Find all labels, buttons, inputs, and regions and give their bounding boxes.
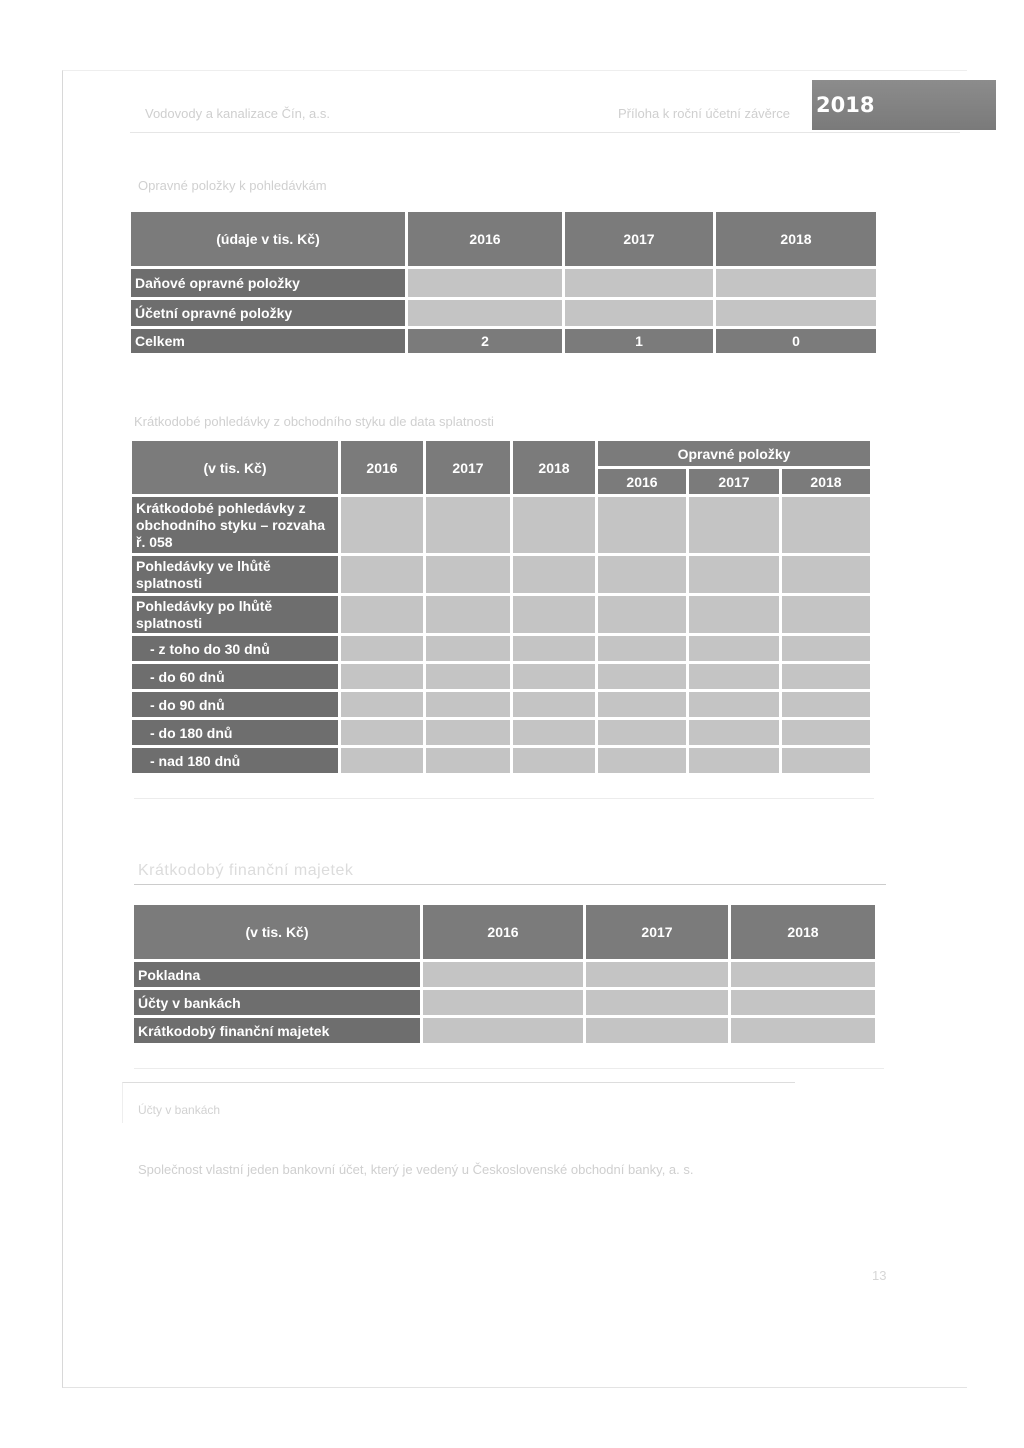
note-box	[122, 1082, 795, 1123]
receivables-header-year: 2017	[426, 441, 510, 494]
financial-cell	[586, 962, 728, 987]
financial-header-year: 2018	[731, 905, 875, 959]
financial-cell	[586, 1018, 728, 1043]
section1-title: Opravné položky k pohledávkám	[138, 178, 327, 193]
allowances-header-units: (údaje v tis. Kč)	[131, 212, 405, 266]
receivables-cell	[341, 497, 423, 553]
receivables-row-label: Pohledávky ve lhůtě splatnosti	[132, 556, 338, 593]
allowances-header-year: 2016	[408, 212, 562, 266]
receivables-header-allowances: Opravné položky	[598, 441, 870, 466]
allowances-cell	[408, 269, 562, 297]
receivables-cell	[598, 720, 686, 745]
receivables-cell	[598, 664, 686, 689]
section3-title: Krátkodobý finanční majetek	[138, 862, 354, 879]
receivables-cell	[341, 596, 423, 633]
receivables-header-allowance-year: 2017	[689, 469, 779, 494]
receivables-header-allowance-year: 2016	[598, 469, 686, 494]
financial-cell	[423, 1018, 583, 1043]
receivables-cell	[689, 692, 779, 717]
financial-cell	[731, 1018, 875, 1043]
allowances-table	[128, 209, 879, 356]
section3-title-rule	[134, 884, 886, 885]
receivables-cell	[426, 497, 510, 553]
financial-header-year: 2017	[586, 905, 728, 959]
page-number: 13	[872, 1268, 887, 1283]
allowances-cell	[565, 269, 713, 297]
receivables-cell	[341, 636, 423, 661]
note-text: Společnost vlastní jeden bankovní účet, který je vedený u Československé obchodní banky, a. s.	[138, 1162, 694, 1177]
receivables-cell	[782, 720, 870, 745]
receivables-row-label: - z toho do 30 dnů	[132, 636, 338, 661]
financial-cell	[423, 990, 583, 1015]
receivables-cell	[689, 720, 779, 745]
receivables-cell	[598, 596, 686, 633]
receivables-cell	[782, 596, 870, 633]
receivables-cell	[426, 720, 510, 745]
receivables-cell	[513, 692, 595, 717]
receivables-cell	[513, 596, 595, 633]
receivables-cell	[782, 497, 870, 553]
financial-header-units: (v tis. Kč)	[134, 905, 420, 959]
receivables-row-label: - do 60 dnů	[132, 664, 338, 689]
receivables-table	[129, 438, 873, 776]
allowances-total-cell: 1	[565, 329, 713, 353]
receivables-cell	[513, 748, 595, 773]
allowances-cell	[716, 300, 876, 326]
receivables-cell	[782, 664, 870, 689]
receivables-cell	[341, 556, 423, 593]
receivables-cell	[426, 596, 510, 633]
receivables-cell	[341, 748, 423, 773]
receivables-cell	[598, 748, 686, 773]
receivables-cell	[426, 556, 510, 593]
allowances-cell	[716, 269, 876, 297]
receivables-header-year: 2016	[341, 441, 423, 494]
allowances-total-cell: 0	[716, 329, 876, 353]
receivables-cell	[341, 720, 423, 745]
financial-assets-table	[131, 902, 878, 1046]
header-document: Příloha k roční účetní závěrce	[618, 106, 790, 121]
receivables-cell	[598, 692, 686, 717]
financial-cell	[423, 962, 583, 987]
financial-row-label: Pokladna	[134, 962, 420, 987]
receivables-cell	[689, 556, 779, 593]
receivables-row-label: Krátkodobé pohledávky z obchodního styku – rozvaha ř. 058	[132, 497, 338, 553]
receivables-cell	[689, 664, 779, 689]
section2-title: Krátkodobé pohledávky z obchodního styku dle data splatnosti	[134, 414, 494, 429]
section3-bottom-line	[134, 1068, 884, 1069]
receivables-cell	[513, 556, 595, 593]
receivables-cell	[598, 497, 686, 553]
receivables-row-label: Pohledávky po lhůtě splatnosti	[132, 596, 338, 633]
receivables-cell	[426, 664, 510, 689]
financial-cell	[586, 990, 728, 1015]
receivables-cell	[782, 748, 870, 773]
financial-row-label: Krátkodobý finanční majetek	[134, 1018, 420, 1043]
receivables-cell	[341, 664, 423, 689]
receivables-cell	[782, 556, 870, 593]
receivables-cell	[689, 636, 779, 661]
financial-cell	[731, 962, 875, 987]
receivables-cell	[513, 636, 595, 661]
receivables-cell	[426, 636, 510, 661]
receivables-cell	[689, 748, 779, 773]
receivables-cell	[426, 748, 510, 773]
receivables-cell	[513, 497, 595, 553]
receivables-cell	[513, 720, 595, 745]
receivables-row-label: - do 90 dnů	[132, 692, 338, 717]
receivables-header-units: (v tis. Kč)	[132, 441, 338, 494]
allowances-total-cell: 2	[408, 329, 562, 353]
receivables-cell	[426, 692, 510, 717]
note-title: Účty v bankách	[138, 1103, 221, 1117]
receivables-header-year: 2018	[513, 441, 595, 494]
receivables-cell	[598, 636, 686, 661]
financial-cell	[731, 990, 875, 1015]
receivables-cell	[782, 636, 870, 661]
receivables-cell	[782, 692, 870, 717]
allowances-header-year: 2018	[716, 212, 876, 266]
receivables-cell	[598, 556, 686, 593]
receivables-cell	[513, 664, 595, 689]
receivables-header-allowance-year: 2018	[782, 469, 870, 494]
receivables-cell	[689, 497, 779, 553]
receivables-row-label: - nad 180 dnů	[132, 748, 338, 773]
allowances-cell	[565, 300, 713, 326]
header-company: Vodovody a kanalizace Čín, a.s.	[145, 106, 331, 121]
receivables-cell	[341, 692, 423, 717]
receivables-cell	[689, 596, 779, 633]
allowances-row-label: Daňové opravné položky	[131, 269, 405, 297]
allowances-row-label: Účetní opravné položky	[131, 300, 405, 326]
allowances-header-year: 2017	[565, 212, 713, 266]
allowances-total-label: Celkem	[131, 329, 405, 353]
header-divider	[130, 132, 960, 133]
header-year-badge: 2018	[812, 80, 996, 130]
financial-row-label: Účty v bankách	[134, 990, 420, 1015]
allowances-cell	[408, 300, 562, 326]
financial-header-year: 2016	[423, 905, 583, 959]
section2-bottom-line	[134, 798, 874, 799]
receivables-row-label: - do 180 dnů	[132, 720, 338, 745]
